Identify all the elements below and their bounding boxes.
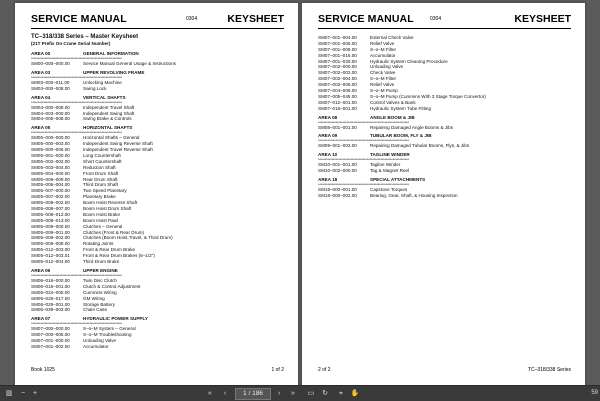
section-description: Service Manual General Usage & Instructions (83, 61, 176, 66)
section-description: Rear Drum Shaft (83, 176, 118, 182)
section-code: SM05–008–012.00 (31, 211, 70, 217)
next-page-icon[interactable]: › (277, 390, 281, 397)
area-header (31, 316, 288, 322)
section-description: Swing Brake & Controls (83, 116, 132, 122)
section-code: SM06–026–017.00 (31, 295, 70, 301)
section-code: SM05–007–000.00 (31, 188, 70, 194)
section-code: SM05–008–002.00 (31, 200, 70, 206)
area-title: TAGLINE WINDER (370, 152, 410, 158)
list-item (31, 86, 288, 92)
section-description: Boom Hoist Drum Shaft (83, 206, 132, 212)
asterisk-divider: ******************************************************************* (31, 100, 122, 105)
section-description: External Check Valve (370, 35, 414, 40)
section-code: SM05–000–003.00 (31, 141, 70, 147)
section-code: SM07–012–001.00 (318, 99, 357, 105)
section-description: Check Valve (370, 70, 396, 76)
section-code: SM07–001–016.00 (318, 52, 357, 58)
keysheet-content (31, 34, 288, 350)
section-description: Repairing Damaged Tubular Booms, Flys, & Jibs (370, 143, 470, 149)
section-description: Capstone Torques (370, 187, 408, 193)
section-description: S–o–M System – General (83, 326, 136, 332)
last-page-icon[interactable]: » (291, 390, 295, 397)
section-code: SM05–008–007.00 (31, 206, 70, 212)
area-code: AREA 18 (318, 177, 338, 183)
area-title: VERTICAL SHAFTS (83, 94, 126, 100)
section-code: SM03–000–011.00 (31, 79, 70, 85)
section-code: SM05–001–000.00 (31, 153, 70, 159)
list-item (31, 259, 288, 265)
area-code: AREA 03 (31, 69, 51, 75)
section-code: SM18–000–002.00 (318, 193, 357, 199)
section-description: Storage Battery (83, 301, 115, 307)
section-code: SM08–001–001.00 (318, 124, 357, 130)
area-title: SPECIAL ATTACHMENTS (370, 177, 426, 183)
list-item (31, 61, 288, 67)
list-item (31, 307, 288, 313)
section-code: SM05–002–002.00 (31, 158, 70, 164)
section-description: Control Valves & Bank (370, 99, 416, 105)
asterisk-divider: ******************************************************************* (31, 57, 122, 61)
asterisk-divider: ******************************************************************* (31, 273, 122, 278)
section-description: Relief Valve (370, 40, 395, 46)
section-code: SM05–000–000.00 (31, 135, 70, 141)
header-right: KEYSHEET (514, 13, 571, 25)
header-code: 0304 (430, 16, 442, 22)
area-header (31, 70, 288, 76)
section-code: SM07–001–008.00 (318, 46, 357, 52)
asterisk-divider: ******************************************************************* (31, 75, 122, 80)
section-description: Two Speed Planetary (83, 188, 127, 194)
area-header (31, 125, 288, 131)
area-title: ANGLE BOOM & JIB (370, 114, 415, 120)
section-code: SM04–000–008.00 (31, 104, 70, 110)
zoom-level[interactable]: 59 (591, 390, 598, 396)
page-number-input[interactable]: 1 / 186 (235, 388, 271, 400)
section-description: Unloading Valve (370, 64, 404, 70)
section-code: SM05–005–009.00 (31, 176, 70, 182)
section-description: Clutch & Control Adjustment (83, 283, 141, 289)
asterisk-divider: ******************************************************************* (31, 322, 122, 327)
list-item (31, 344, 288, 350)
footer-right: TC–318/338 Series (527, 367, 571, 373)
section-description: Clutches (Front & Rear Drum) (83, 229, 145, 235)
section-description: Tagline Winder (370, 162, 401, 168)
area-title: HORIZONTAL SHAFTS (83, 125, 133, 131)
area-header (318, 115, 575, 121)
section-code: SM07–002–006.00 (318, 82, 357, 88)
document-page-right (302, 3, 585, 385)
section-code: SM07–016–001.00 (318, 105, 357, 111)
list-item (31, 116, 288, 122)
section-code: SM05–007–002.00 (31, 194, 70, 200)
first-page-icon[interactable]: « (208, 390, 212, 397)
asterisk-divider: ******************************************************************* (318, 158, 409, 163)
area-code: AREA 08 (318, 114, 338, 120)
section-code: SM10–002–000.00 (318, 168, 357, 174)
section-description: Independent Swing Reverse Shaft (83, 141, 153, 147)
area-code: AREA 10 (318, 152, 338, 158)
section-code: SM07–001–000.00 (31, 338, 70, 344)
section-code: SM06–039–003.00 (31, 307, 70, 313)
header-title: SERVICE MANUAL (31, 13, 127, 25)
page-header (31, 13, 284, 27)
section-code: SM07–001–030.00 (318, 58, 357, 64)
list-item (318, 106, 575, 112)
area-code: AREA 05 (31, 125, 51, 131)
section-code: SM05–012–004.00 (31, 259, 70, 265)
section-code: SM07–002–000.00 (318, 64, 357, 70)
footer-left: Book 1025 (31, 367, 55, 373)
rotate-icon[interactable]: ↻ (322, 390, 328, 397)
section-code: SM07–000–000.00 (31, 326, 70, 332)
section-code: SM06–029–001.00 (31, 301, 70, 307)
section-code: SM07–005–045.00 (318, 93, 357, 99)
asterisk-divider: ******************************************************************* (318, 139, 409, 144)
section-description: Independent Swing Shaft (83, 110, 135, 116)
area-header (31, 268, 288, 274)
section-description: Unloading Valve (83, 338, 117, 344)
asterisk-divider: ******************************************************************* (31, 131, 122, 136)
section-code: SM06–016–000.00 (31, 277, 70, 283)
header-title: SERVICE MANUAL (318, 13, 414, 25)
doc-subtitle: (21T Prefix On Crane Serial Number) (31, 41, 111, 46)
section-description: Accumulator (370, 52, 396, 58)
sidebar-toggle-icon[interactable]: ▥ (5, 390, 13, 397)
section-description: Swing Lock (83, 85, 107, 91)
section-code: SM10–001–001.00 (318, 162, 357, 168)
section-code: SM05–009–000.00 (31, 223, 70, 229)
section-code: SM07–000–005.00 (31, 332, 70, 338)
zoom-out-icon[interactable]: − (20, 390, 26, 397)
doc-title: TC–318/338 Series – Master Keysheet (31, 34, 139, 40)
section-code: SM06–024–005.00 (31, 289, 70, 295)
section-code: SM05–008–013.00 (31, 217, 70, 223)
section-description: Planetary Brake (83, 194, 116, 200)
list-item (318, 125, 575, 131)
section-code: SM07–002–002.00 (318, 70, 357, 76)
section-code: SM05–000–006.00 (31, 147, 70, 153)
section-description: S–o–M Pump (370, 88, 398, 94)
section-description: S–o–M Troubleshooting (83, 332, 132, 338)
section-description: Third Drum Brake (83, 259, 120, 265)
hand-tool-icon[interactable]: ✋ (350, 390, 360, 397)
section-description: GM Wiring (83, 295, 105, 301)
section-description: Short Countershaft (83, 158, 122, 164)
section-description: Bearing, Gear, Shaft, & Housing Inspection (370, 193, 458, 199)
section-description: Rotating Joints (83, 241, 114, 247)
area-title: TUBULAR BOOM, FLY & JIB (370, 133, 432, 139)
page-header (318, 13, 571, 27)
section-code: SM05–004–000.00 (31, 170, 70, 176)
area-header (318, 177, 575, 183)
section-description: S–o–M Pump (Cummins With 3 Stage Torque Convertor) (370, 93, 486, 99)
select-tool-icon[interactable]: ⌖ (339, 390, 343, 397)
area-title: HYDRAULIC POWER SUPPLY (83, 316, 148, 322)
section-description: Tag & Magnet Reel (370, 168, 410, 174)
section-description: Unlocking Machine (83, 79, 122, 85)
area-title: UPPER REVOLVING FRAME (83, 69, 145, 75)
header-code: 0304 (186, 16, 198, 22)
section-code: SM18–000–001.00 (318, 187, 357, 193)
list-item (318, 193, 575, 199)
area-code: AREA 07 (31, 316, 51, 322)
list-item (318, 143, 575, 149)
section-description: Twin Disc Clutch (83, 277, 117, 283)
header-rule (318, 28, 571, 29)
asterisk-divider: ******************************************************************* (318, 183, 409, 188)
section-description: Chain Case (83, 307, 108, 313)
section-code: SM06–016–001.00 (31, 283, 70, 289)
area-title: GENERAL INFORMATION (83, 51, 139, 56)
section-description: S–o–M Filter (370, 76, 397, 82)
pdf-viewer-toolbar (0, 385, 600, 401)
area-header (318, 152, 575, 158)
section-code: SM04–003–000.00 (31, 110, 70, 116)
area-header (31, 95, 288, 101)
section-code: SM00–000–000.00 (31, 61, 70, 66)
header-rule (31, 28, 284, 29)
section-description: Independent Travel Reverse Shaft (83, 147, 153, 153)
section-description: Hydraulic System Cleaning Procedure (370, 58, 448, 64)
section-description: Front Drum Shaft (83, 170, 119, 176)
section-description: S–o–M Filter (370, 46, 397, 52)
section-description: Cummins Wiring (83, 289, 117, 295)
section-code: SM07–001–006.00 (318, 40, 357, 46)
area-title: UPPER ENGINE (83, 267, 118, 273)
section-description: Front & Rear Drum Brakes (6–1/2") (83, 253, 155, 259)
section-code: SM05–006–004.00 (31, 182, 70, 188)
section-code: SM05–009–001.00 (31, 229, 70, 235)
section-code: SM05–009–008.00 (31, 241, 70, 247)
section-code: SM05–012–003.01 (31, 253, 70, 259)
header-right: KEYSHEET (227, 13, 284, 25)
area-code: AREA 06 (31, 267, 51, 273)
section-description: Clutches – General (83, 223, 123, 229)
footer-left: 2 of 2 (318, 367, 331, 373)
section-description: Clutches (Boom Hoist,Travel, & Third Drum) (83, 235, 173, 241)
section-code: SM09–001–002.00 (318, 143, 357, 149)
prev-page-icon[interactable]: ‹ (223, 390, 227, 397)
section-code: SM04–005–008.00 (31, 116, 70, 122)
keysheet-content (318, 35, 575, 199)
zoom-in-icon[interactable]: + (32, 390, 38, 397)
section-code: SM05–003–004.00 (31, 164, 70, 170)
section-code: SM07–001–002.00 (31, 343, 70, 349)
fit-page-icon[interactable]: ▭ (307, 390, 315, 397)
section-description: Boom Hoist Brake (83, 211, 121, 217)
area-code: AREA 00 (31, 51, 51, 56)
section-code: SM03–000–008.00 (31, 85, 70, 91)
section-description: Accumulator (83, 343, 109, 349)
section-code: SM07–002–004.00 (318, 76, 357, 82)
section-code: SM07–001–004.00 (318, 35, 357, 40)
section-description: Third Drum Shaft (83, 182, 118, 188)
section-code: SM05–012–003.00 (31, 247, 70, 253)
list-item (318, 168, 575, 174)
area-header (31, 51, 288, 57)
section-description: Hydraulic System Tube Fitting (370, 105, 432, 111)
footer-right: 1 of 2 (271, 367, 284, 373)
section-code: SM05–009–002.00 (31, 235, 70, 241)
section-description: Independent Travel Shaft (83, 104, 135, 110)
section-description: Repairing Damaged Angle Booms & Jibs (370, 124, 453, 130)
section-code: SM07–004–008.00 (318, 88, 357, 94)
section-description: Boom Hoist Reverse Shaft (83, 200, 138, 206)
document-page-left (15, 3, 298, 385)
area-code: AREA 04 (31, 94, 51, 100)
section-description: Relief Valve (370, 82, 395, 88)
section-description: Long Countershaft (83, 153, 121, 159)
asterisk-divider: ******************************************************************* (318, 120, 409, 125)
section-description: Reduction Shaft (83, 164, 116, 170)
section-description: Boom Hoist Pawl (83, 217, 118, 223)
section-description: Front & Rear Drum Brake (83, 247, 136, 253)
area-header (318, 133, 575, 139)
area-code: AREA 09 (318, 133, 338, 139)
section-description: Horizontal Shafts – General (83, 135, 140, 141)
